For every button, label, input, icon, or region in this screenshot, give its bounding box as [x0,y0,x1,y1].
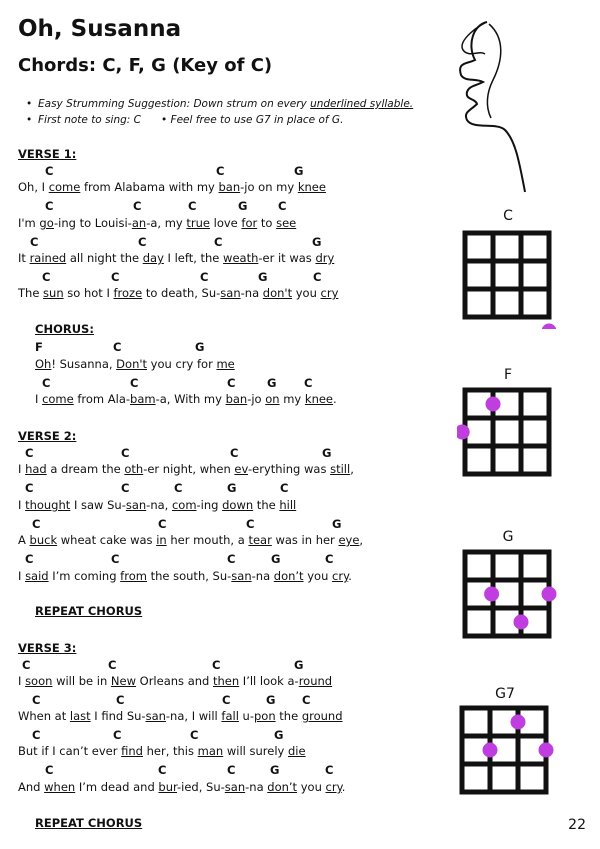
lyric-text: u- [238,709,254,723]
strum-syllable: day [142,251,164,265]
chord-symbol: C [116,693,125,707]
strum-syllable: san [220,286,241,300]
lyric-text: I’m coming [48,569,121,583]
repeat-chorus-heading-1: REPEAT CHORUS [35,604,143,618]
chord-symbol: C [25,446,34,460]
strum-syllable: don't [262,286,293,300]
chord-symbol: C [174,481,183,495]
lyric-line [18,533,363,547]
strum-syllable: an [131,216,147,230]
strum-syllable: Oh [35,357,52,371]
lyric-line [18,251,334,265]
lyric-text: I [18,498,26,512]
lyric-text: love [209,216,242,230]
strum-syllable: rained [29,251,67,265]
chord-symbol: C [227,763,236,777]
chord-symbol: C [212,658,221,672]
chord-symbol: G [238,199,248,213]
lyric-text: -ing to Louisi- [53,216,132,230]
chord-symbol: G [266,693,276,707]
lyric-text: I [18,569,26,583]
strum-syllable: ground [301,709,343,723]
lyric-text: I left, the [163,251,224,265]
chord-symbol: G [322,446,332,460]
strum-syllable: had [25,462,47,476]
chord-symbol: C [121,481,130,495]
chord-symbol: G [258,270,268,284]
chord-symbol: G [312,235,322,249]
lyric-line [18,462,354,476]
chord-symbol: C [222,693,231,707]
first-note: • First note to sing: C • Feel free to use G7 in place of G. [26,114,344,126]
chord-symbol: C [45,199,54,213]
chord-symbol: G [274,728,284,742]
chord-symbol: G [271,552,281,566]
strum-syllable: last [69,709,91,723]
lyric-text: I'm [18,216,40,230]
chord-symbol: C [158,763,167,777]
fretboard-frame [462,708,546,792]
chord-diagram-g7 [454,704,554,804]
lyric-text: -na [245,780,268,794]
strum-syllable: said [25,569,49,583]
strum-note-underlined: underlined syllable. [310,98,414,110]
lyric-text: you [292,286,321,300]
lyric-text: the south, Su- [146,569,232,583]
strum-syllable: then [212,674,240,688]
chord-symbol: C [25,552,34,566]
strum-syllable: man [197,744,224,758]
fretboard-frame [465,552,549,636]
lyric-text: wheat cake was [57,533,157,547]
chord-diagram-label: G7 [495,686,515,702]
strum-syllable: on [265,392,280,406]
chord-symbol: F [35,340,43,354]
strum-note-text: Easy Strumming Suggestion: Down strum on every [38,98,311,110]
lyric-text: , [359,533,364,547]
chord-symbol: C [230,446,239,460]
lyric-text: to death, Su- [142,286,221,300]
strum-syllable: me [216,357,235,371]
lyric-text: you [303,569,333,583]
strum-syllable: pon [254,709,276,723]
lyric-text: And [18,780,45,794]
lyric-text: I [18,674,26,688]
chorus-heading: CHORUS: [35,322,94,336]
strum-syllable: knee [297,180,326,194]
lyric-text: -a, With my [155,392,226,406]
lyric-text: so hot I [63,286,114,300]
lyric-line [18,216,296,230]
chord-symbol: C [113,728,122,742]
strum-syllable: come [48,180,81,194]
finger-dot [542,324,557,330]
lyric-line [35,357,235,371]
strum-syllable: eye [338,533,360,547]
lyric-text: the [253,498,280,512]
chord-symbol: C [227,376,236,390]
strum-syllable: Don't [116,357,148,371]
chord-diagram-f [457,386,557,486]
chords-subtitle: Chords: C, F, G (Key of C) [18,55,273,76]
strum-syllable: ban [225,392,248,406]
lyric-text: -erything was [248,462,331,476]
strum-syllable: New [110,674,136,688]
strum-syllable: dry [315,251,335,265]
lyric-line [18,709,343,723]
lyric-text: The [18,286,44,300]
song-title: Oh, Susanna [18,16,182,42]
strum-syllable: soon [25,674,53,688]
lyric-line [18,286,338,300]
chord-symbol: C [32,693,41,707]
lyric-text: you cry for [147,357,217,371]
strum-syllable: weath [223,251,259,265]
lyric-text: the [275,709,302,723]
strum-syllable: cry [325,780,342,794]
strum-syllable: in [156,533,167,547]
chord-symbol: G [227,481,237,495]
chord-symbol: C [130,376,139,390]
finger-dot [542,587,557,602]
lyric-text: -jo [247,392,266,406]
lyric-text: ! Susanna, [51,357,117,371]
chord-symbol: C [42,270,51,284]
lyric-text: When at [18,709,70,723]
finger-dot [539,743,554,758]
finger-dot [511,715,526,730]
strum-syllable: knee [304,392,334,406]
chord-symbol: C [22,658,31,672]
fretboard-frame [465,233,549,317]
strum-syllable: still [330,462,351,476]
strum-syllable: for [241,216,258,230]
lyric-text: -er it was [258,251,316,265]
chord-symbol: C [216,164,225,178]
chord-symbol: G [294,164,304,178]
verse-3-heading: VERSE 3: [18,641,77,655]
lyric-text: -ing [196,498,223,512]
strum-note: • Easy Strumming Suggestion: Down strum on every underlined syllable. [26,98,414,110]
chord-symbol: C [32,728,41,742]
strum-syllable: round [298,674,333,688]
chord-symbol: C [42,376,51,390]
lyric-text: -er night, when [143,462,235,476]
strum-syllable: true [186,216,210,230]
strum-syllable: buck [29,533,58,547]
strum-syllable: go [39,216,54,230]
chord-symbol: G [270,763,280,777]
lyric-text: -jo on my [240,180,298,194]
strum-syllable: hill [279,498,297,512]
lyric-text: her, this [142,744,198,758]
strum-syllable: from [120,569,147,583]
lyric-text: -na, [146,498,172,512]
page-number: 22 [568,817,586,833]
repeat-chorus-heading-2: REPEAT CHORUS [35,816,143,830]
chord-symbol: C [246,517,255,531]
lyric-line [18,569,352,583]
chord-symbol: C [113,340,122,354]
chord-symbol: C [188,199,197,213]
chord-symbol: G [195,340,205,354]
chord-symbol: C [325,552,334,566]
strum-syllable: cry [320,286,339,300]
lyric-text: you [297,780,326,794]
chord-symbol: C [25,481,34,495]
lyric-text: her mouth, a [166,533,249,547]
chord-symbol: C [200,270,209,284]
chord-diagram-label: F [503,367,513,383]
chord-symbol: C [30,235,39,249]
lyric-text: will be in [52,674,111,688]
lyric-text: But if I can’t ever [18,744,122,758]
lyric-line [18,180,326,194]
chord-diagram-c [457,229,557,329]
lyric-text: , [350,462,354,476]
strum-syllable: see [276,216,297,230]
lyric-text: will surely [223,744,288,758]
chord-symbol: G [294,658,304,672]
lyric-text: I find Su- [90,709,146,723]
strum-syllable: don’t [273,569,304,583]
strum-syllable: san [231,569,252,583]
lyric-text: was in her [271,533,339,547]
lyric-text: all night the [66,251,143,265]
lyric-text: I [35,392,43,406]
lyric-text: I [18,462,26,476]
strum-syllable: bur [158,780,178,794]
chord-symbol: C [313,270,322,284]
chord-symbol: C [111,270,120,284]
chord-symbol: C [214,235,223,249]
finger-dot [484,587,499,602]
chord-symbol: C [133,199,142,213]
finger-dot [514,615,529,630]
lyric-text: I saw Su- [70,498,126,512]
verse-2-heading: VERSE 2: [18,429,77,443]
strum-syllable: san [145,709,166,723]
strum-syllable: com [171,498,197,512]
chord-symbol: G [332,517,342,531]
chord-symbol: C [302,693,311,707]
portrait-line-art [445,20,545,195]
chord-symbol: G [267,376,277,390]
lyric-line [18,674,332,688]
chord-diagram-g [457,548,557,648]
lyric-text: It [18,251,30,265]
lyric-text: I’m dead and [75,780,159,794]
strum-syllable: oth [124,462,144,476]
chord-symbol: C [45,164,54,178]
lyric-text: . [341,780,346,794]
lyric-text: . [348,569,352,583]
lyric-text: -na, I will [165,709,222,723]
strum-syllable: fall [221,709,239,723]
strum-syllable: die [288,744,306,758]
lyric-text: Oh, I [18,180,49,194]
lyric-line [18,780,345,794]
lyric-text: -na [240,286,263,300]
chord-symbol: C [158,517,167,531]
strum-syllable: sun [43,286,64,300]
lyric-text: a dream the [46,462,125,476]
strum-syllable: froze [113,286,143,300]
chord-symbol: C [304,376,313,390]
lyric-text: . [333,392,337,406]
strum-syllable: down [222,498,254,512]
g7-tip: Feel free to use G7 in place of G. [170,114,344,126]
first-note-text: First note to sing: C [38,114,141,126]
chord-symbol: C [227,552,236,566]
chord-symbol: C [45,763,54,777]
strum-syllable: thought [25,498,71,512]
strum-syllable: ev [234,462,248,476]
finger-dot [483,743,498,758]
fretboard-frame [465,390,549,474]
chord-symbol: C [325,763,334,777]
lyric-line [18,744,306,758]
lyric-line [18,498,296,512]
strum-syllable: cry [332,569,349,583]
strum-syllable: find [121,744,143,758]
strum-syllable: come [42,392,74,406]
chord-diagram-label: G [502,529,514,545]
lyric-text: my [279,392,305,406]
finger-dot [486,397,501,412]
chord-symbol: C [111,552,120,566]
chord-diagram-label: C [503,208,513,224]
verse-1-heading: VERSE 1: [18,147,77,161]
finger-dot [457,425,470,440]
strum-syllable: ban [218,180,241,194]
notes-list [26,96,413,128]
lyric-text: -na [251,569,274,583]
strum-syllable: san [224,780,246,794]
chord-symbol: C [108,658,117,672]
strum-syllable: tear [248,533,272,547]
chord-symbol: C [32,517,41,531]
lyric-text: -a, my [146,216,187,230]
chord-symbol: C [280,481,289,495]
lyric-text: Orleans and [136,674,213,688]
lyric-text: to [257,216,277,230]
lyric-text: from Alabama with my [80,180,219,194]
chord-symbol: C [138,235,147,249]
strum-syllable: san [125,498,147,512]
chord-symbol: C [121,446,130,460]
strum-syllable: don’t [267,780,298,794]
lyric-line [35,392,337,406]
chord-symbol: C [278,199,287,213]
strum-syllable: when [44,780,76,794]
strum-syllable: bam [130,392,156,406]
lyric-text: -ied, Su- [177,780,225,794]
lyric-text: A [18,533,30,547]
chord-symbol: C [190,728,199,742]
lyric-text: from Ala- [73,392,131,406]
lyric-text: I’ll look a- [239,674,299,688]
